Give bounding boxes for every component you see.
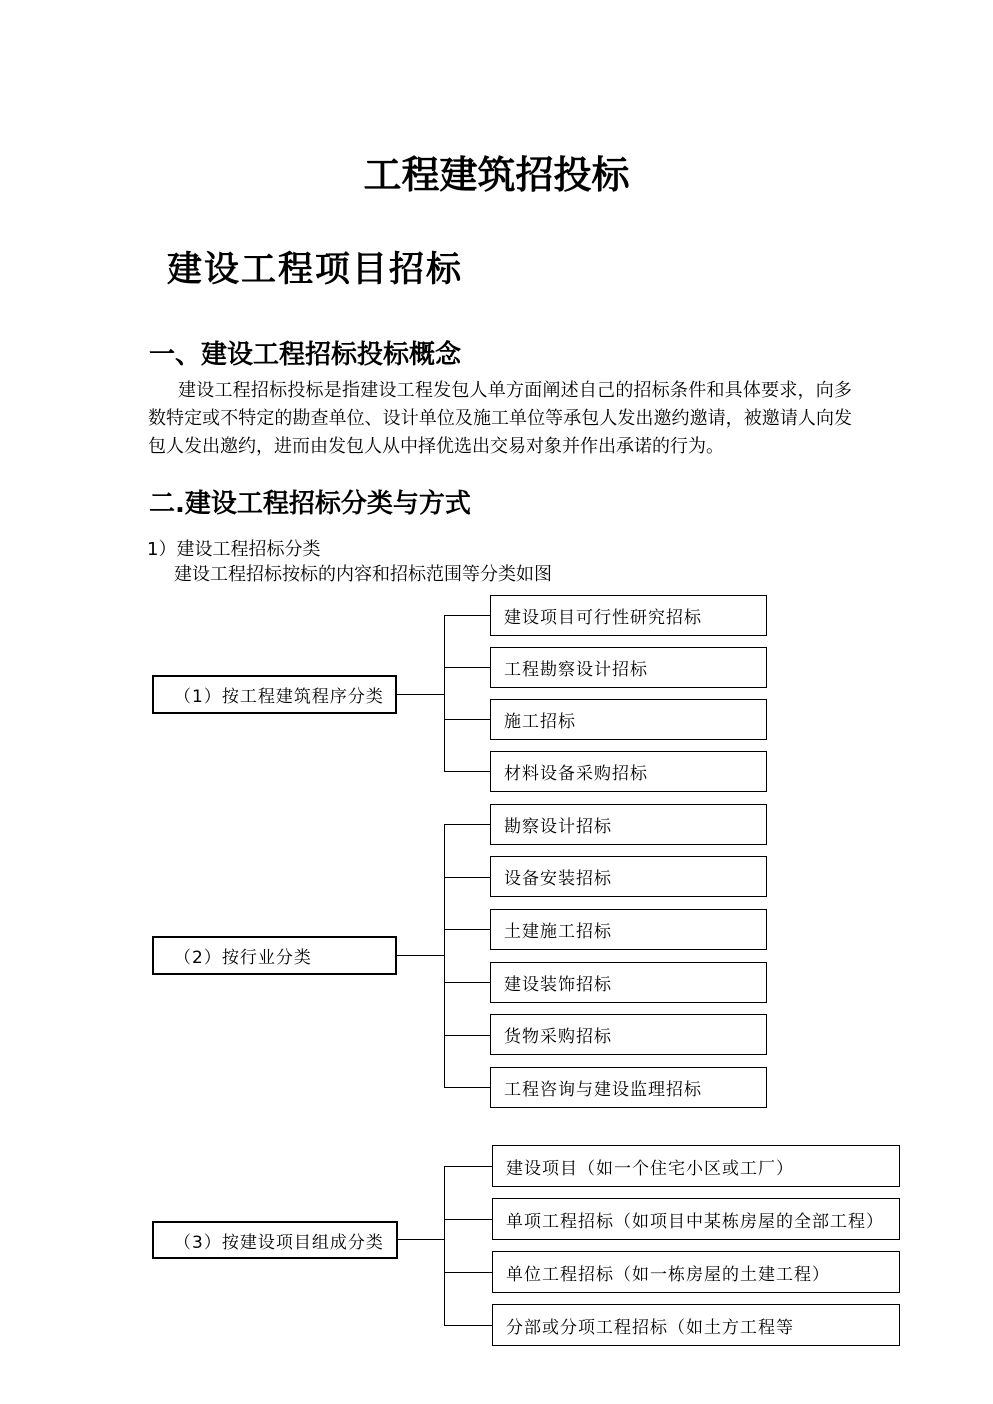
item-box-survey-design: 勘察设计招标	[490, 804, 767, 845]
section-1-heading: 一、建设工程招标投标概念	[149, 340, 462, 370]
section-2-heading: 二.建设工程招标分类与方式	[149, 489, 471, 519]
connector-stub	[444, 1035, 490, 1036]
connector-stub	[444, 1166, 492, 1167]
item-box-construction-bidding: 施工招标	[490, 699, 767, 740]
diagram-caption: 建设工程招标按标的内容和招标范围等分类如图	[174, 564, 552, 585]
connector-v-line	[444, 824, 445, 1088]
item-box-single-project-bidding: 单项工程招标（如项目中某栋房屋的全部工程）	[492, 1198, 900, 1240]
connector-stub	[444, 929, 490, 930]
classification-list-item: 1）建设工程招标分类	[147, 539, 321, 560]
item-box-material-equipment-bidding: 材料设备采购招标	[490, 751, 767, 792]
item-box-civil-construction: 土建施工招标	[490, 909, 767, 950]
connector-stub	[444, 771, 490, 772]
connector-stub	[444, 1087, 490, 1088]
category-box-project-composition: （3）按建设项目组成分类	[152, 1221, 398, 1259]
connector-stub	[444, 982, 490, 983]
connector-v-line	[444, 1166, 445, 1325]
connector-stub	[444, 719, 490, 720]
item-box-decoration: 建设装饰招标	[490, 962, 767, 1003]
document-title: 工程建筑招投标	[363, 152, 630, 197]
item-box-feasibility-study-bidding: 建设项目可行性研究招标	[490, 595, 767, 636]
connector-h-line	[397, 955, 444, 956]
connector-stub	[444, 824, 490, 825]
connector-v-line	[444, 615, 445, 772]
connector-stub	[444, 667, 490, 668]
item-box-consulting-supervision: 工程咨询与建设监理招标	[490, 1067, 767, 1108]
connector-stub	[444, 1219, 492, 1220]
connector-stub	[444, 615, 490, 616]
item-box-unit-project-bidding: 单位工程招标（如一栋房屋的土建工程）	[492, 1251, 900, 1293]
category-box-industry: （2）按行业分类	[152, 936, 397, 975]
section-1-paragraph: 建设工程招标投标是指建设工程发包人单方面阐述自己的招标条件和具体要求，向多数特定或不特定的勘查单位、设计单位及施工单位等承包人发出邀约邀请，被邀请人向发包人发出邀约，进而由发包人从中择优选出交易对象并作出承诺的行为。	[148, 380, 852, 457]
item-box-goods-procurement: 货物采购招标	[490, 1014, 767, 1055]
connector-h-line	[398, 1239, 444, 1240]
item-box-survey-design-bidding: 工程勘察设计招标	[490, 647, 767, 688]
connector-h-line	[397, 694, 444, 695]
connector-stub	[444, 1272, 492, 1273]
item-box-subdivision-project-bidding: 分部或分项工程招标（如土方工程等	[492, 1304, 900, 1346]
category-box-procedure: （1）按工程建筑程序分类	[152, 675, 397, 714]
item-box-equipment-installation: 设备安装招标	[490, 856, 767, 897]
connector-stub	[444, 1325, 492, 1326]
connector-stub	[444, 877, 490, 878]
document-subtitle: 建设工程项目招标	[167, 249, 464, 290]
item-box-construction-project: 建设项目（如一个住宅小区或工厂）	[492, 1145, 900, 1187]
